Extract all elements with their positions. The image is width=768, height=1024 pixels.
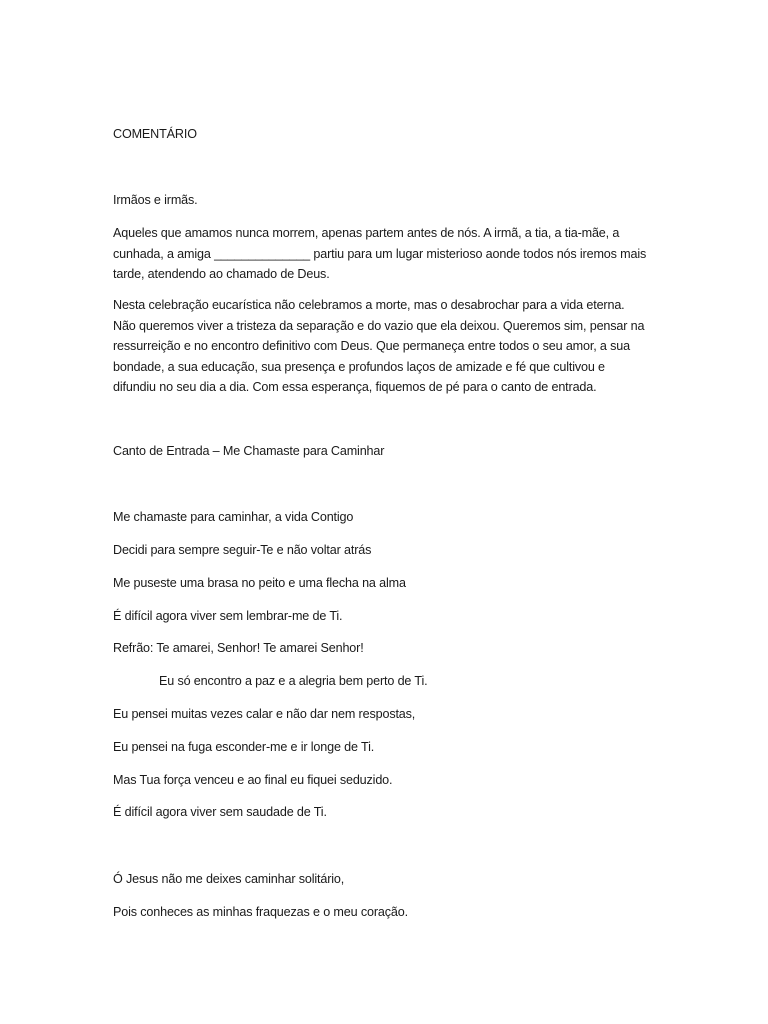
verse-3-line: Ó Jesus não me deixes caminhar solitário, [113, 872, 345, 886]
document-heading: COMENTÁRIO [113, 127, 197, 141]
paragraph-2 [113, 295, 653, 398]
greeting: Irmãos e irmãs. [113, 193, 198, 207]
paragraph-2-line: ressurreição e no encontro definitivo com Deus. Que permaneça entre todos o seu amor, a sua [113, 339, 630, 353]
paragraph-1-line: Aqueles que amamos nunca morrem, apenas partem antes de nós. A irmã, a tia, a tia-mãe, a [113, 226, 620, 240]
verse-2-line: Eu pensei na fuga esconder-me e ir longe de Ti. [113, 740, 375, 754]
paragraph-1 [113, 223, 653, 285]
paragraph-2-line: bondade, a sua educação, sua presença e profundos laços de amizade e fé que cultivou e [113, 359, 605, 374]
verse-2-line: Eu pensei muitas vezes calar e não dar nem respostas, [113, 707, 416, 721]
verse-1-line: Decidi para sempre seguir-Te e não voltar atrás [113, 543, 372, 557]
paragraph-2-line: difundiu no seu dia a dia. Com essa esperança, fiquemos de pé para o canto de entrada. [113, 380, 597, 394]
paragraph-1-line: tarde, atendendo ao chamado de Deus. [113, 267, 330, 281]
verse-3-line: Pois conheces as minhas fraquezas e o meu coração. [113, 905, 408, 919]
verse-2-line: Mas Tua força venceu e ao final eu fiquei seduzido. [113, 773, 393, 787]
song-title: Canto de Entrada – Me Chamaste para Caminhar [113, 444, 385, 458]
verse-1-line: Me chamaste para caminhar, a vida Contigo [113, 510, 354, 524]
verse-1-line: Me puseste uma brasa no peito e uma flecha na alma [113, 576, 406, 590]
paragraph-1-line: cunhada, a amiga ______________ partiu para um lugar misterioso aonde todos nós iremos mais [113, 246, 647, 261]
verse-2-line: É difícil agora viver sem saudade de Ti. [113, 805, 327, 819]
paragraph-2-line: Nesta celebração eucarística não celebramos a morte, mas o desabrochar para a vida eterna. [113, 298, 625, 312]
refrain-line-1: Refrão: Te amarei, Senhor! Te amarei Senhor! [113, 641, 364, 655]
verse-1-line: É difícil agora viver sem lembrar-me de Ti. [113, 609, 343, 623]
refrain-line-2: Eu só encontro a paz e a alegria bem perto de Ti. [159, 674, 428, 688]
paragraph-2-line: Não queremos viver a tristeza da separação e do vazio que ela deixou. Queremos sim, pensar na [113, 318, 645, 333]
